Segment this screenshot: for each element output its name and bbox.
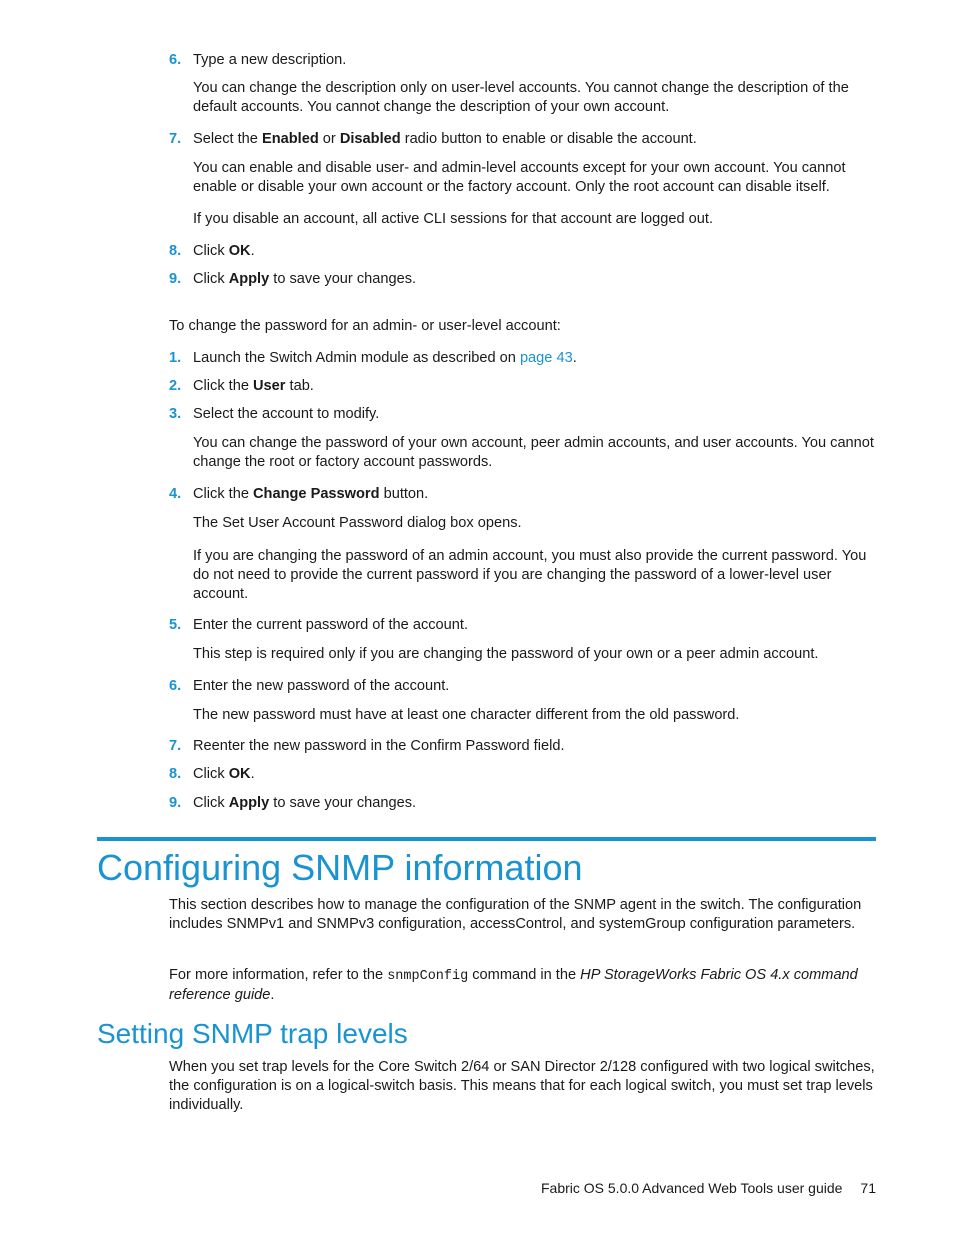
footer-title: Fabric OS 5.0.0 Advanced Web Tools user guide bbox=[540, 1180, 843, 1196]
step-note: If you disable an account, all active CLI sessions for that account are logged out. bbox=[193, 211, 714, 227]
step-note: The new password must have at least one character different from the old password. bbox=[193, 707, 740, 723]
step-text: Select the Enabled or Disabled radio button to enable or disable the account. bbox=[193, 131, 697, 147]
section-divider bbox=[97, 837, 876, 841]
step-text: Enter the current password of the account. bbox=[193, 617, 469, 633]
step-text: Enter the new password of the account. bbox=[193, 678, 450, 694]
step-text: Click OK. bbox=[193, 243, 255, 259]
step-text: Click the Change Password button. bbox=[193, 486, 429, 502]
step-number: 6. bbox=[169, 52, 182, 68]
step-number: 8. bbox=[169, 243, 182, 259]
step-text: Select the account to modify. bbox=[193, 406, 380, 422]
step-note: You can change the description only on user-level accounts. You cannot change the description of the default accounts. You cannot change the description of your own account. bbox=[193, 80, 849, 115]
guide-title: HP StorageWorks Fabric OS 4.x command reference guide bbox=[169, 967, 858, 1003]
page-link[interactable]: page 43 bbox=[519, 350, 573, 366]
step-note: You can enable and disable user- and admin-level accounts except for your own account. You cannot enable or disable your own account or the factory account. Only the root account can disable itself. bbox=[193, 160, 846, 195]
step-number: 5. bbox=[169, 617, 182, 633]
step-number: 6. bbox=[169, 678, 182, 694]
step-text: Click OK. bbox=[193, 766, 255, 782]
step-text: Type a new description. bbox=[193, 52, 347, 68]
procedure-intro: To change the password for an admin- or user-level account: bbox=[169, 318, 561, 334]
step-number: 2. bbox=[169, 378, 182, 394]
step-text: Launch the Switch Admin module as described on page 43. bbox=[193, 350, 577, 366]
step-note: This step is required only if you are changing the password of your own or a peer admin account. bbox=[193, 646, 819, 662]
subsection-heading: Setting SNMP trap levels bbox=[97, 1018, 408, 1049]
step-number: 9. bbox=[169, 795, 182, 811]
step-number: 7. bbox=[169, 131, 182, 147]
step-note: You can change the password of your own account, peer admin accounts, and user accounts. You cannot change the root or factory account passwords. bbox=[193, 435, 874, 470]
section-paragraph: This section describes how to manage the configuration of the SNMP agent in the switch. The configuration includes SNMPv1 and SNMPv3 configuration, accessControl, and systemGroup configuration parameters. bbox=[169, 897, 862, 932]
step-number: 7. bbox=[169, 738, 182, 754]
step-text: Click Apply to save your changes. bbox=[193, 271, 417, 287]
step-number: 4. bbox=[169, 486, 182, 502]
step-number: 8. bbox=[169, 766, 182, 782]
step-text: Click the User tab. bbox=[193, 378, 314, 394]
step-text: Click Apply to save your changes. bbox=[193, 795, 417, 811]
section-heading: Configuring SNMP information bbox=[97, 847, 583, 888]
section-paragraph: When you set trap levels for the Core Switch 2/64 or SAN Director 2/128 configured with two logical switches, the configuration is on a logical-switch basis. This means that for each logical switch, you must set trap levels individually. bbox=[169, 1059, 875, 1113]
command-name: snmpConfig bbox=[387, 969, 469, 984]
step-text: Reenter the new password in the Confirm Password field. bbox=[193, 738, 565, 754]
page-footer bbox=[541, 1180, 876, 1196]
step-number: 3. bbox=[169, 406, 182, 422]
step-note: If you are changing the password of an admin account, you must also provide the current password. You do not need to provide the current password if you are changing the password of a lower-level user account. bbox=[193, 548, 867, 602]
step-number: 1. bbox=[169, 350, 182, 366]
step-note: The Set User Account Password dialog box opens. bbox=[193, 515, 522, 531]
section-paragraph: For more information, refer to the snmpConfig command in the HP StorageWorks Fabric OS 4.x command reference guide. bbox=[169, 967, 858, 1003]
page-number: 71 bbox=[860, 1180, 876, 1196]
step-number: 9. bbox=[169, 271, 182, 287]
